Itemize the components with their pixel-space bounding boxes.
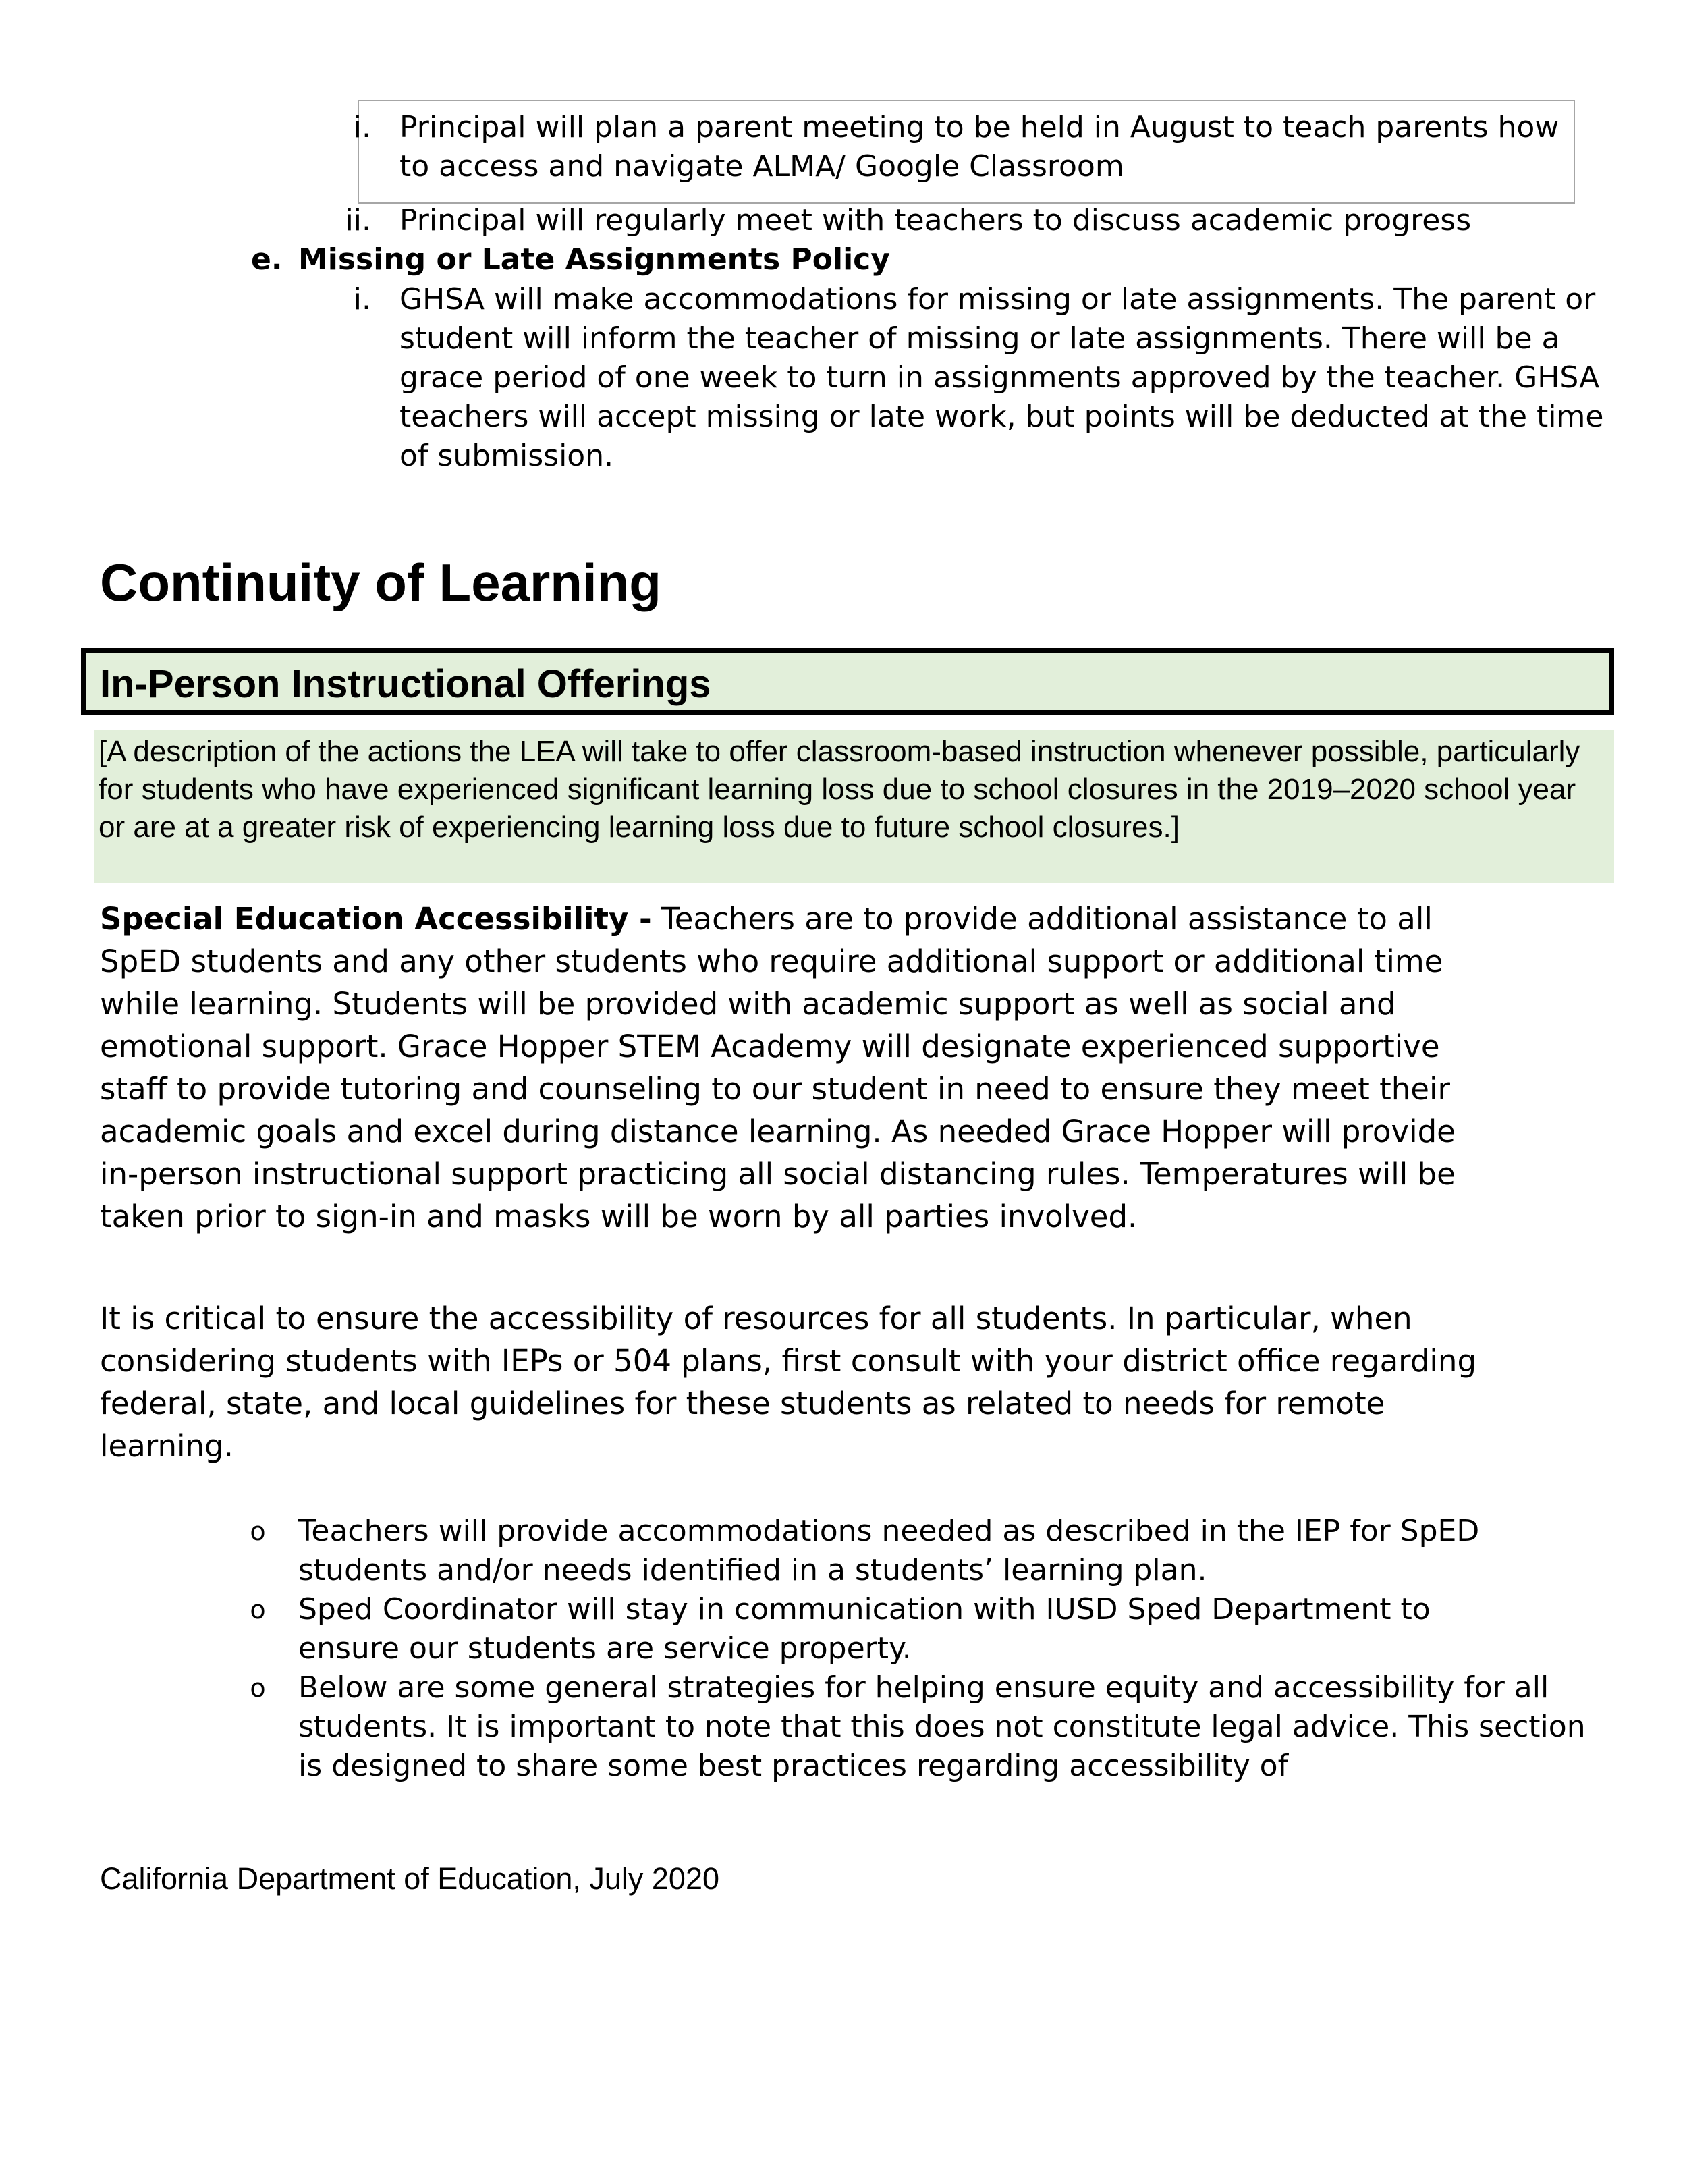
bullet-marker: o [250,1673,266,1703]
list-marker: i. [353,110,371,144]
bullet-marker: o [250,1517,266,1546]
list-marker: i. [353,282,371,317]
section-heading-box [81,648,1614,715]
list-item-academic-progress: Principal will regularly meet with teachers to discuss academic progress [399,203,1472,238]
section-e-marker: e. [251,242,283,277]
accessibility-paragraph: It is critical to ensure the accessibility of resources for all students. In particular, when considering students with IEPs or 504 plans, first consult with your district office regarding federal, state, and local guidelines for these students as related to needs for remote learning. [100,1301,1477,1464]
list-marker: ii. [345,203,371,238]
page-title: Continuity of Learning [100,553,661,612]
bullet-item-strategies: Below are some general strategies for helping ensure equity and accessibility for all students. It is important to note that this does not constitute legal advice. This section is designed to share some best practices regarding accessibility of [298,1670,1586,1783]
sped-lead: Special Education Accessibility - [100,901,652,937]
section-heading: In-Person Instructional Offerings [100,662,711,706]
sped-text: Teachers are to provide additional assistance to all SpED students and any other students who require additional support or additional time while learning. Students will be provided with academic support as well as social and emotional support. Grace Hopper STEM Academy will designate experienced supportive staff to provide tutoring and counseling to our student in need to ensure they meet their academic goals and excel during distance learning. As needed Grace Hopper will provide in-person instructional support practicing all social distancing rules. Temperatures will be taken prior to sign-in and masks will be worn by all parties involved. [100,901,1456,1234]
sped-paragraph [100,898,1490,1238]
list-item-late-assignments: GHSA will make accommodations for missing or late assignments. The parent or student will inform the teacher of missing or late assignments. There will be a grace period of one week to turn in assignments approved by the teacher. GHSA teachers will accept missing or late work, but points will be deducted at the time of submission. [399,282,1604,473]
section-e-heading: Missing or Late Assignments Policy [298,242,890,277]
page-footer: California Department of Education, July 2020 [100,1861,720,1896]
bullet-marker: o [250,1595,266,1625]
bullet-item-accommodations: Teachers will provide accommodations needed as described in the IEP for SpED students and/or needs identified in a students’ learning plan. [298,1514,1480,1587]
section-description: [A description of the actions the LEA will take to offer classroom-based instruction whenever possible, particularly for students who have experienced significant learning loss due to school closures in the 2019–2020 school year or are at a greater risk of experiencing learning loss due to future school closures.] [94,730,1614,883]
bullet-item-sped-coordinator: Sped Coordinator will stay in communication with IUSD Sped Department to ensure our students are service property. [298,1592,1431,1666]
list-item-parent-meeting: Principal will plan a parent meeting to be held in August to teach parents how to access and navigate ALMA/ Google Classroom [399,110,1559,184]
